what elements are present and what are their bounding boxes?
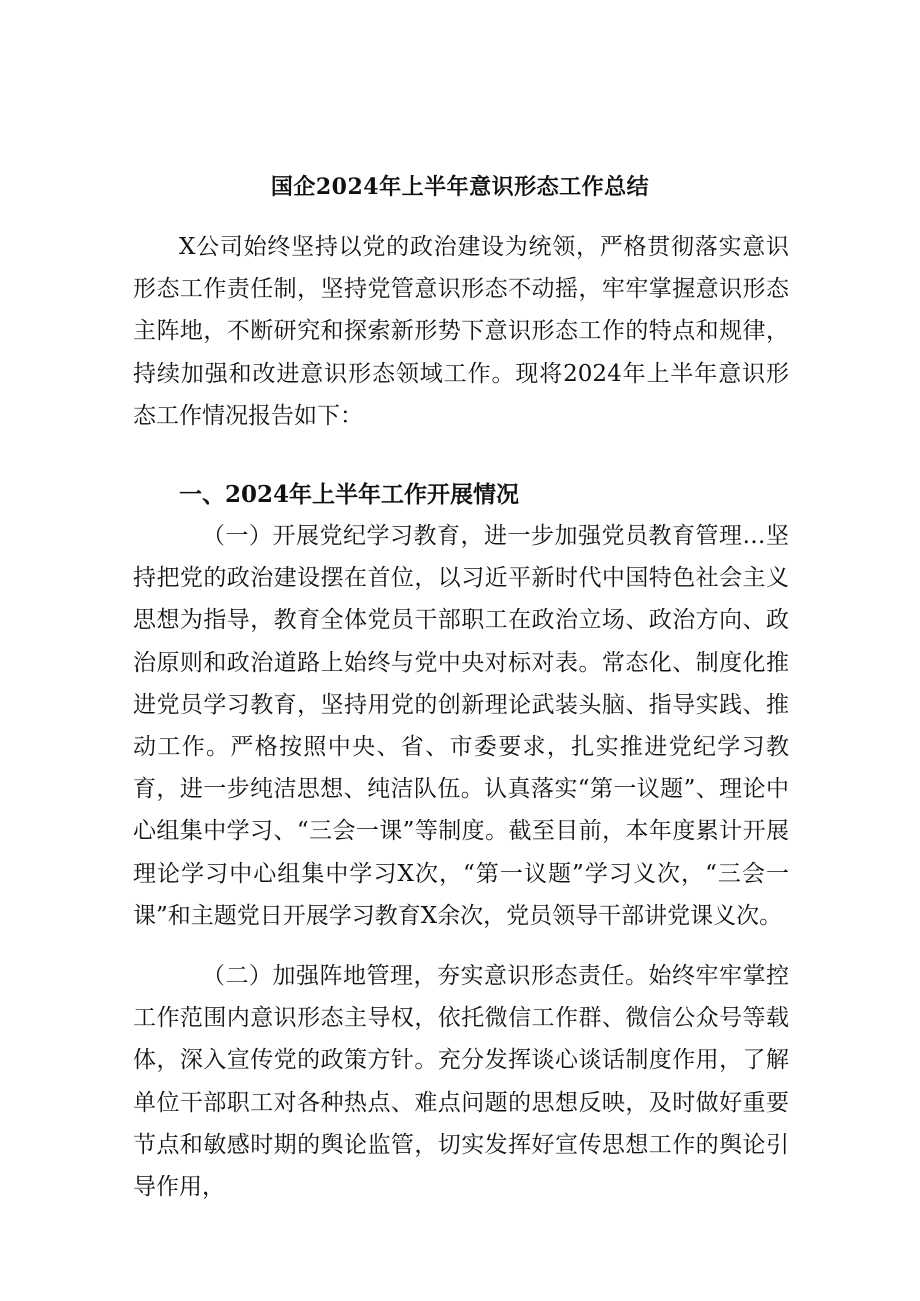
document-title: 国企2024年上半年意识形态工作总结	[270, 174, 650, 200]
section-heading: 一、2024年上半年工作开展情况	[179, 481, 520, 508]
subsection-1-paragraph: （一）开展党纪学习教育，进一步加强党员教育管理…坚持把党的政治建设摆在首位，以习近平新时代中国特色社会主义思想为指导，教育全体党员干部职工在政治立场、政治方向、政治原则和政治道路上始终与党中央对标对表。常态化、制度化推进党员学习教育，坚持用党的创新理论武装头脑、指导实践、推动工作。严格按照中央、省、市委要求，扎实推进党纪学习教育，进一步纯洁思想、纯洁队伍。认真落实“第一议题”、理论中心组集中学习、“三会一课”等制度。截至目前，本年度累计开展理论学习中心组集中学习X次，“第一议题”学习义次，“三会一课”和主题党日开展学习教育X余次，党员领导干部讲党课义次。	[133, 523, 789, 929]
intro-paragraph: X公司始终坚持以党的政治建设为统领，严格贯彻落实意识形态工作责任制，坚持党管意识形态不动摇，牢牢掌握意识形态主阵地，不断研究和探索新形势下意识形态工作的特点和规律，持续加强和改进意识形态领域工作。现将2024年上半年意识形态工作情况报告如下：	[133, 234, 789, 429]
subsection-2-paragraph: （二）加强阵地管理，夯实意识形态责任。始终牢牢掌控工作范围内意识形态主导权，依托微信工作群、微信公众号等载体，深入宣传党的政策方针。充分发挥谈心谈话制度作用，了解单位干部职工对各种热点、难点问题的思想反映，及时做好重要节点和敏感时期的舆论监管，切实发挥好宣传思想工作的舆论引导作用，	[133, 963, 789, 1201]
